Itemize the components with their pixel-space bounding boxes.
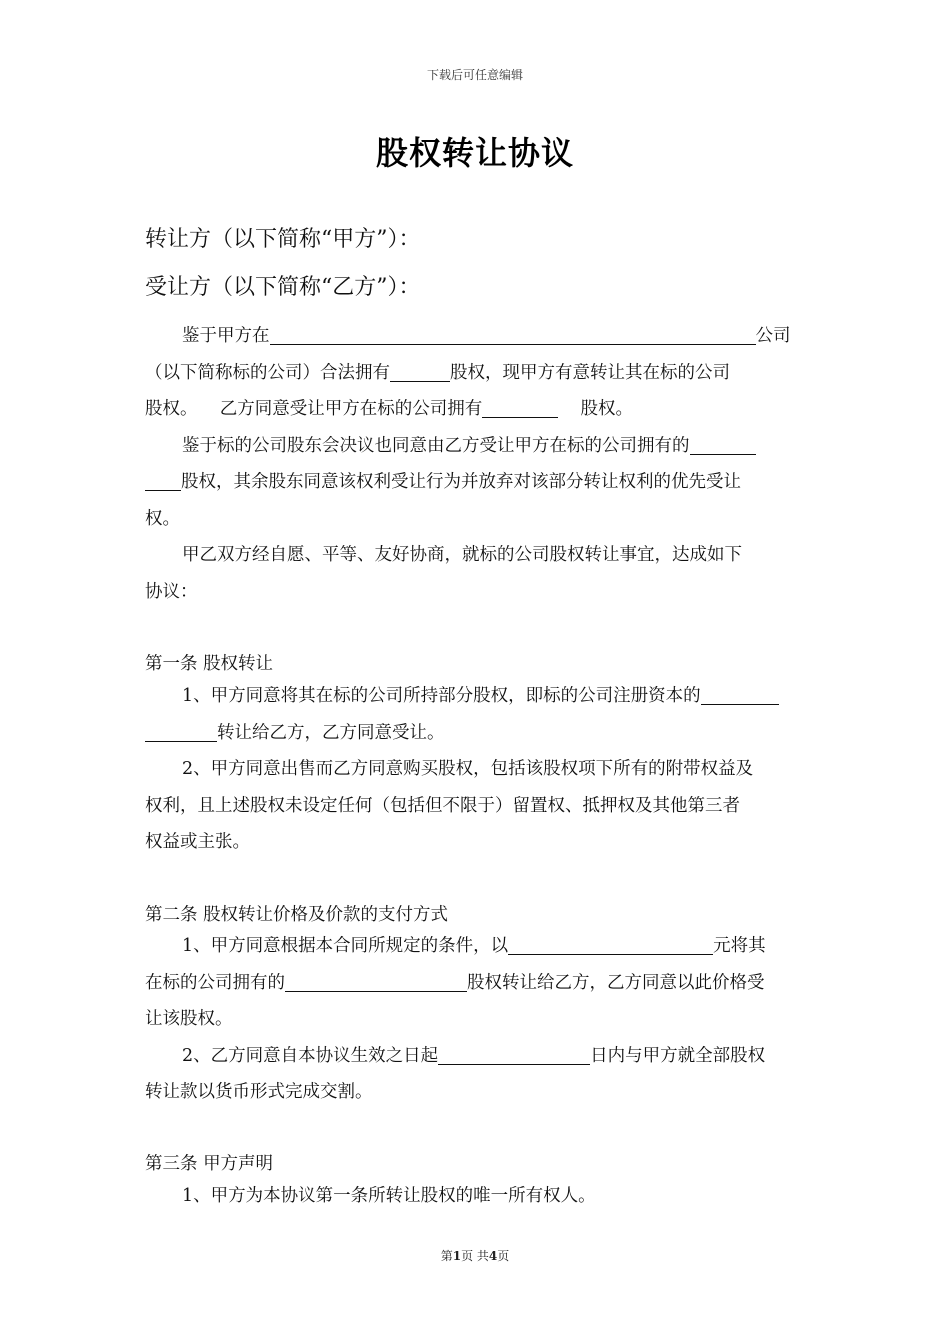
preamble-p1-line3: 股权。 乙方同意受让甲方在标的公司拥有 股权。 [145, 391, 810, 428]
transferee-line: 受让方（以下简称“乙方”）： [145, 275, 421, 300]
article2-item1-line1: 1、甲方同意根据本合同所规定的条件，以 元将其 [145, 928, 810, 965]
article2-item1-line2: 在标的公司拥有的 股权转让给乙方，乙方同意以此价格受 [145, 965, 810, 1002]
article1-item1-line1: 1、甲方同意将其在标的公司所持部分股权，即标的公司注册资本的 [145, 678, 810, 715]
article2-item2-line2: 转让款以货币形式完成交割。 [145, 1082, 373, 1102]
article3-body [145, 1178, 810, 1215]
preamble-p1-line2: （以下简称标的公司）合法拥有 股权，现甲方有意转让其在标的公司 [145, 355, 810, 392]
preamble-p3-line2: 协议： [145, 581, 198, 602]
blank-days [438, 1042, 590, 1065]
article1-item2-line1: 2、甲方同意出售而乙方同意购买股权，包括该股权项下所有的附带权益及 [182, 759, 754, 779]
preamble-p2-line3: 权。 [145, 508, 180, 529]
preamble-p2-line1: 鉴于标的公司股东会决议也同意由乙方受让甲方在标的公司拥有的 [145, 428, 810, 465]
blank-share-amount [390, 359, 450, 382]
blank-share-owned [285, 969, 467, 992]
preamble-p1-line1: 鉴于甲方在 公司 [145, 318, 810, 355]
blank-shareholder-share-a [690, 432, 756, 455]
blank-shareholder-share-b [145, 468, 181, 491]
article1-item2-line2: 权利，且上述股权未设定任何（包括但不限于）留置权、抵押权及其他第三者 [145, 795, 740, 816]
header-note: 下载后可任意编辑 [426, 68, 523, 82]
article1-heading: 第一条 股权转让 [145, 654, 274, 674]
article1-item1-line2: 转让给乙方，乙方同意受让。 [145, 715, 810, 752]
current-page-number: 1 [452, 1249, 462, 1263]
blank-price [508, 932, 713, 955]
transferor-line: 转让方（以下简称“甲方”）： [145, 227, 421, 252]
document-title: 股权转让协议 [375, 134, 574, 172]
blank-transfer-share [482, 395, 558, 418]
blank-registered-capital-b [145, 719, 217, 742]
article2-item1-line3: 让该股权。 [145, 1009, 233, 1029]
total-page-number: 4 [488, 1249, 498, 1263]
blank-company-name [270, 322, 756, 345]
article2-body [145, 928, 810, 1111]
article1-item2-line3: 权益或主张。 [145, 832, 250, 852]
article1-body [145, 678, 810, 861]
article3-heading: 第三条 甲方声明 [145, 1154, 274, 1174]
preamble [145, 318, 810, 610]
blank-registered-capital-a [701, 682, 779, 705]
article2-item2-line1: 2、乙方同意自本协议生效之日起 日内与甲方就全部股权 [145, 1038, 810, 1075]
page-footer: 第1页 共4页 [440, 1249, 510, 1263]
preamble-p3-line1: 甲乙双方经自愿、平等、友好协商，就标的公司股权转让事宜，达成如下 [182, 545, 742, 565]
article3-item1-line1: 1、甲方为本协议第一条所转让股权的唯一所有权人。 [182, 1186, 596, 1206]
article2-heading: 第二条 股权转让价格及价款的支付方式 [145, 905, 449, 925]
preamble-p2-line2: 股权，其余股东同意该权利受让行为并放弃对该部分转让权利的优先受让 [145, 464, 810, 501]
